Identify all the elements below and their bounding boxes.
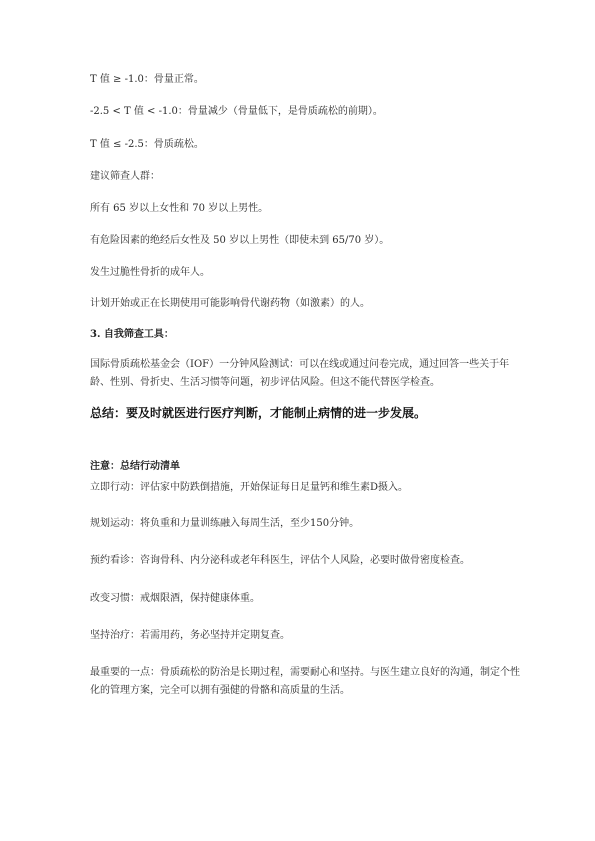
most-important-paragraph: 最重要的一点：骨质疏松的防治是长期过程，需要耐心和坚持。与医生建立良好的沟通，制定个性化的管理方案，完全可以拥有强健的骨骼和高质量的生活。 [90, 667, 520, 696]
screening-population-4: 计划开始或正在长期使用可能影响骨代谢药物（如激素）的人。 [90, 298, 370, 309]
self-screening-heading: 3. 自我筛查工具： [90, 329, 174, 340]
action-item-appointment: 预约看诊：咨询骨科、内分泌科或老年科医生，评估个人风险，必要时做骨密度检查。 [90, 555, 470, 566]
action-item-habits: 改变习惯：戒烟限酒，保持健康体重。 [90, 593, 260, 604]
screening-population-heading: 建议筛查人群： [90, 171, 160, 182]
action-item-immediate: 立即行动：评估家中防跌倒措施，开始保证每日足量钙和维生素D摄入。 [90, 482, 409, 493]
t-score-normal: T 值 ≥ -1.0：骨量正常。 [90, 74, 204, 85]
screening-population-3: 发生过脆性骨折的成年人。 [90, 267, 210, 278]
action-item-exercise: 规划运动：将负重和力量训练融入每周生活，至少150分钟。 [90, 518, 360, 529]
t-score-osteopenia: -2.5 < T 值 < -1.0：骨量减少（骨量低下，是骨质疏松的前期）。 [90, 106, 383, 117]
summary-heading: 总结：要及时就医进行医疗判断，才能制止病情的进一步发展。 [90, 406, 427, 420]
screening-population-2: 有危险因素的绝经后女性及 50 岁以上男性（即使未到 65/70 岁）。 [90, 235, 390, 246]
action-checklist-heading: 注意：总结行动清单 [90, 461, 180, 472]
action-item-treatment: 坚持治疗：若需用药，务必坚持并定期复查。 [90, 630, 290, 641]
screening-population-1: 所有 65 岁以上女性和 70 岁以上男性。 [90, 203, 269, 214]
t-score-osteoporosis: T 值 ≤ -2.5：骨质疏松。 [90, 139, 204, 150]
iof-risk-test-paragraph: 国际骨质疏松基金会（IOF）一分钟风险测试：可以在线或通过问卷完成，通过回答一些关于年龄、性别、骨折史、生活习惯等问题，初步评估风险。但这不能代替医学检查。 [90, 359, 510, 388]
